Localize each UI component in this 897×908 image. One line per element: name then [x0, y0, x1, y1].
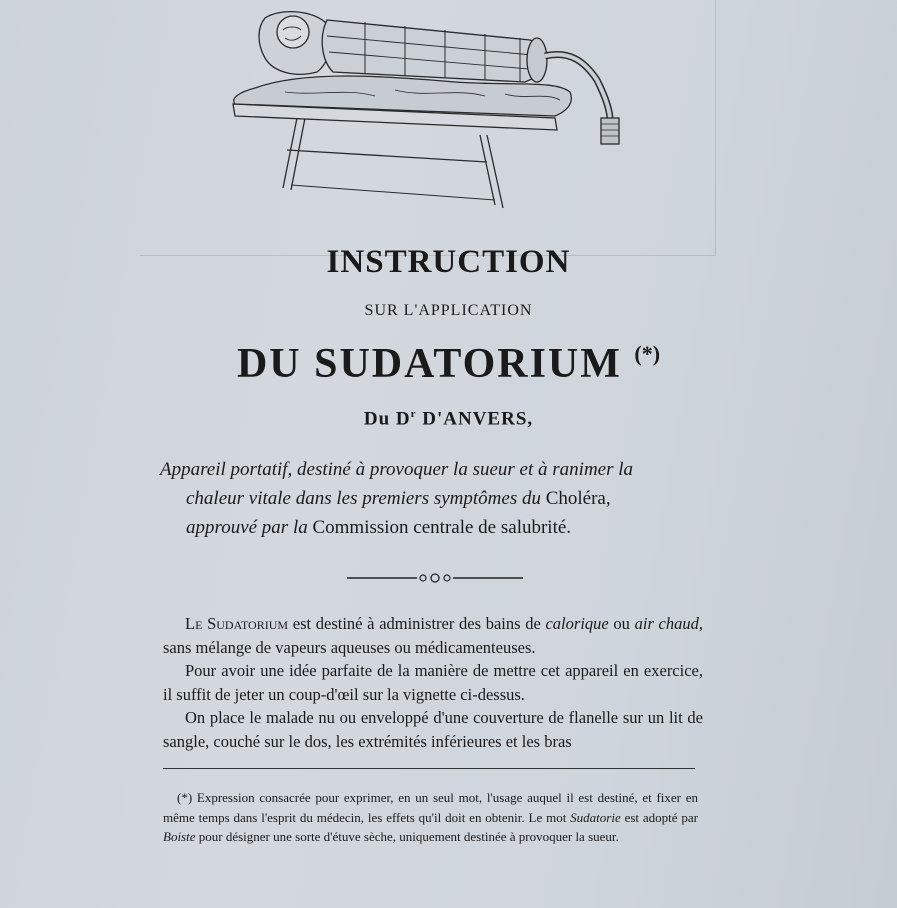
description-line-1: Appareil portatif, destiné à provoquer la sueur et à ranimer la: [160, 459, 634, 480]
description-line-3-a: approuvé par la: [186, 517, 313, 538]
paragraph-2: Pour avoir une idée parfaite de la manière de mettre cet appareil en exercice, il suffit de jeter un coup-d'œil sur la vignette ci-dessus.: [163, 661, 703, 704]
ornamental-divider: [345, 570, 525, 586]
footnote-paragraph: [163, 788, 698, 847]
commission-text: Commission centrale de salubrité.: [312, 517, 572, 538]
cholera-text: Choléra: [545, 488, 606, 509]
footnote-rule: [163, 768, 695, 769]
paragraph-1-text-c: sans mélange de vapeurs aqueuses ou médicamenteuses.: [163, 637, 536, 657]
description-line-2-a: chaleur vitale dans les premiers symptômes du: [186, 488, 546, 509]
body-text: [163, 612, 703, 753]
paragraph-3: On place le malade nu ou enveloppé d'une couverture de flanelle sur un lit de sangle, couché sur le dos, les extrémités inférieures et les bras: [163, 708, 703, 751]
document-title: INSTRUCTION: [326, 244, 571, 280]
description-line-2-c: ,: [605, 488, 611, 509]
paragraph-1-text-a: est destiné à administrer des bains de: [288, 614, 546, 633]
author-name: D'ANVERS,: [416, 408, 534, 430]
paragraph-1: [163, 612, 703, 659]
calorique-text: calorique: [545, 614, 609, 633]
author-sup: r: [410, 408, 417, 420]
sudatorium-lead: Le Sudatorium: [185, 614, 289, 633]
sudatorium-illustration: [225, 0, 645, 215]
description-line-2: [160, 484, 720, 513]
sudatorie-text: Sudatorie: [570, 809, 621, 825]
main-title: [0, 340, 897, 388]
description: [160, 455, 720, 542]
boiste-text: Boiste: [163, 829, 196, 844]
footnote-text-b: est adopté par: [620, 809, 698, 825]
main-title-text: DU SUDATORIUM: [236, 341, 622, 387]
footnote-text-c: pour désigner une sorte d'étuve sèche, uniquement destinée à provoquer la sueur.: [195, 829, 619, 844]
footnote-text-a: (*) Expression consacrée pour exprimer, en un seul mot, l'usage auquel il est destiné, et fixer en même temps dans l'esprit du médecin, les effets qu'il doit en obtenir. Le mot: [163, 790, 698, 825]
paragraph-1-text-b: ou: [608, 614, 635, 633]
author-prefix: Du D: [363, 408, 411, 430]
air-chaud-text: air chaud,: [634, 614, 703, 633]
description-line-3: [160, 513, 720, 542]
footnote-mark: (*): [634, 341, 661, 366]
footnote: [163, 788, 698, 847]
author-line: [0, 408, 897, 430]
document-subtitle: SUR L'APPLICATION: [364, 302, 533, 319]
